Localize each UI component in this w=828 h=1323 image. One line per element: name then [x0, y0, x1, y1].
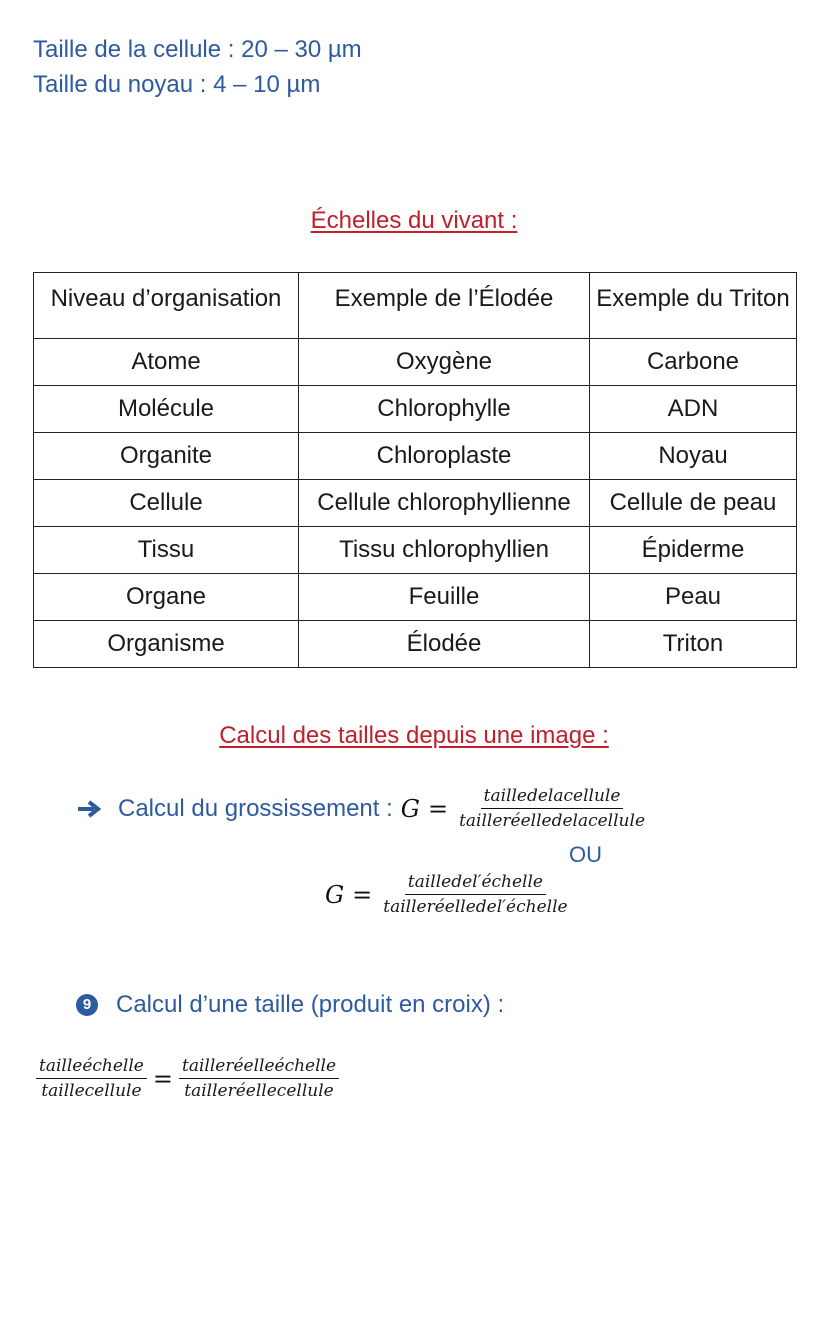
table-cell: Chloroplaste	[299, 433, 590, 480]
cell-size-text: Taille de la cellule : 20 – 30 µm	[33, 36, 362, 63]
table-cell: Carbone	[590, 339, 797, 386]
crossproduct-label: Calcul d’une taille (produit en croix) :	[116, 991, 505, 1018]
table-cell: Atome	[34, 339, 299, 386]
g-symbol: G	[400, 794, 420, 823]
nucleus-size-text: Taille du noyau : 4 – 10 µm	[33, 71, 321, 98]
scales-heading: Échelles du vivant :	[310, 207, 518, 234]
table-cell: Élodée	[299, 621, 590, 668]
header-level: Niveau d’organisation	[34, 273, 299, 339]
table-cell: Organisme	[34, 621, 299, 668]
table-cell: Molécule	[34, 386, 299, 433]
right-fraction	[179, 1054, 339, 1103]
table-cell: Cellule chlorophyllienne	[299, 480, 590, 527]
table-cell: Organe	[34, 574, 299, 621]
fraction-numerator: tailleéchelle	[36, 1054, 147, 1079]
left-fraction	[36, 1054, 147, 1103]
header-triton: Exemple du Triton	[590, 273, 797, 339]
magnification-fraction	[456, 784, 648, 833]
fraction-denominator: tailleréelledelacellule	[459, 811, 645, 831]
table-cell: Tissu	[34, 527, 299, 574]
table-cell: Noyau	[590, 433, 797, 480]
equals-sign: =	[352, 880, 373, 909]
table-row	[34, 621, 797, 668]
crossproduct-formula	[36, 1054, 339, 1103]
table-cell: Feuille	[299, 574, 590, 621]
table-cell: Cellule de peau	[590, 480, 797, 527]
magnification-line	[76, 784, 648, 833]
fraction-numerator: tailledelacellule	[481, 784, 624, 809]
table-cell: ADN	[590, 386, 797, 433]
table-row	[34, 339, 797, 386]
calc-heading: Calcul des tailles depuis une image :	[219, 722, 609, 749]
fraction-numerator: tailledel′échelle	[405, 870, 546, 895]
table-cell: Tissu chlorophyllien	[299, 527, 590, 574]
fraction-numerator: tailleréelleéchelle	[179, 1054, 339, 1079]
or-text: OU	[569, 842, 602, 867]
table-row	[34, 527, 797, 574]
magnification-alt-line	[325, 870, 571, 919]
circled-nine-icon: 9	[76, 994, 98, 1016]
table-cell: Oxygène	[299, 339, 590, 386]
table-cell: Triton	[590, 621, 797, 668]
header-elodea: Exemple de l’Élodée	[299, 273, 590, 339]
magnification-alt-fraction	[380, 870, 570, 919]
magnification-label: Calcul du grossissement :	[118, 794, 393, 822]
fraction-denominator: tailleréellecellule	[184, 1081, 334, 1101]
table-cell: Épiderme	[590, 527, 797, 574]
table-cell: Peau	[590, 574, 797, 621]
table-cell: Chlorophylle	[299, 386, 590, 433]
fraction-denominator: tailleréelledel′échelle	[383, 897, 568, 917]
table-row	[34, 480, 797, 527]
g-symbol: G	[325, 880, 345, 909]
table-cell: Cellule	[34, 480, 299, 527]
table-cell: Organite	[34, 433, 299, 480]
table-header-row	[34, 273, 797, 339]
crossproduct-line	[76, 991, 504, 1019]
right-arrow-icon	[76, 795, 104, 823]
equals-sign: =	[152, 1064, 173, 1093]
fraction-denominator: taillecellule	[41, 1081, 142, 1101]
equals-sign: =	[427, 794, 449, 823]
table-row	[34, 433, 797, 480]
table-row	[34, 386, 797, 433]
scales-table	[33, 272, 797, 668]
table-row	[34, 574, 797, 621]
